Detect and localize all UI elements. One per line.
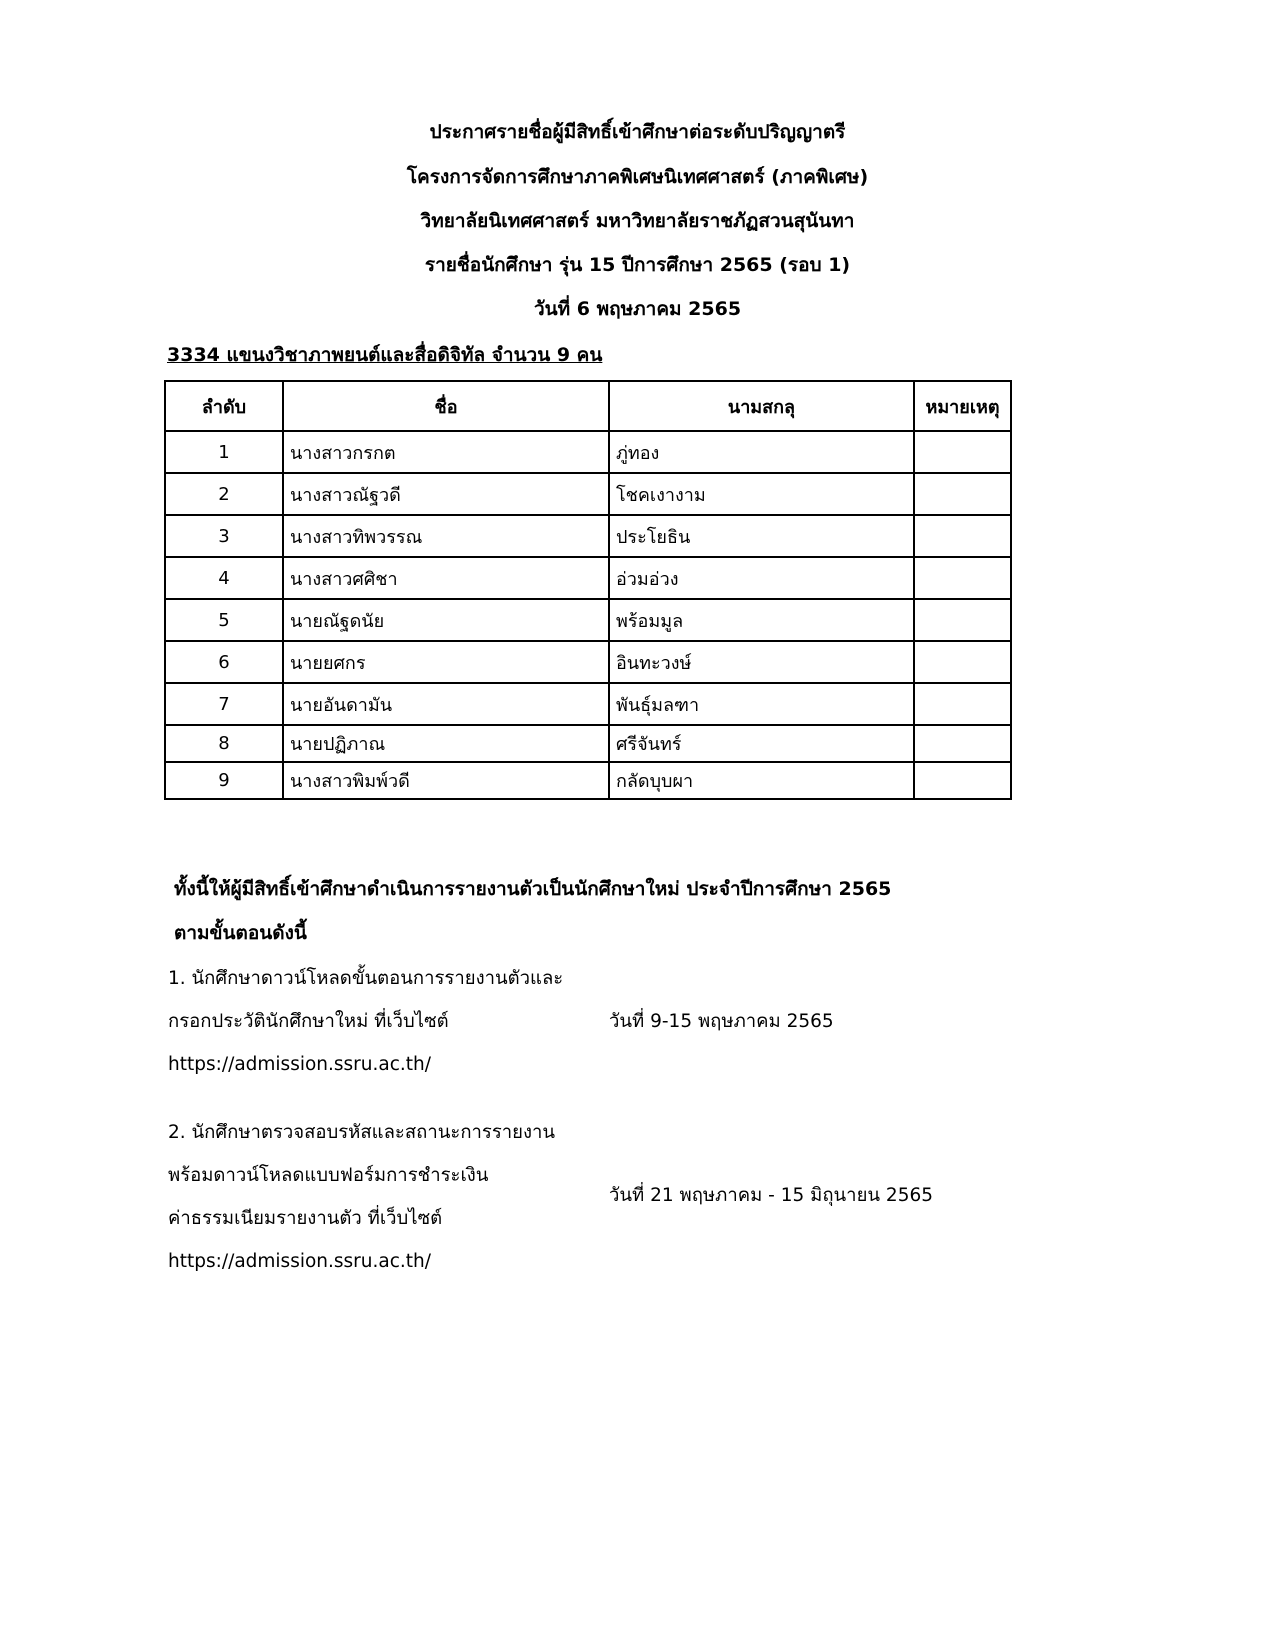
cell-name: นางสาวทิพวรรณ [283,515,609,557]
header-order: ลำดับ [165,381,283,431]
step-1-line-1: 1. นักศึกษาดาวน์โหลดขั้นตอนการรายงานตัวและ [168,968,564,989]
cell-remark [914,473,1011,515]
cell-surname: ศรีจันทร์ [609,725,914,762]
step-2-date: วันที่ 21 พฤษภาคม - 15 มิถุนายน 2565 [609,1185,934,1206]
table-row [165,762,1011,799]
student-table [164,380,1012,800]
table-row [165,641,1011,683]
cell-order: 2 [165,473,283,515]
step-2-line-1: 2. นักศึกษาตรวจสอบรหัสและสถานะการรายงาน [168,1122,556,1143]
table-row [165,599,1011,641]
table-row [165,515,1011,557]
cell-order: 3 [165,515,283,557]
table-header-row [165,381,1011,431]
section-title: 3334 แขนงวิชาภาพยนต์และสื่อดิจิทัล จำนวน 9 คน [167,344,603,366]
cell-surname: โชคเงางาม [609,473,914,515]
cell-name: นางสาวณัฐวดี [283,473,609,515]
cell-name: นายยศกร [283,641,609,683]
cell-order: 5 [165,599,283,641]
table-row [165,557,1011,599]
cell-name: นายปฏิภาณ [283,725,609,762]
cell-remark [914,557,1011,599]
cell-name: นายณัฐดนัย [283,599,609,641]
cell-remark [914,431,1011,473]
cell-surname: อ่วมอ่วง [609,557,914,599]
note-line-2: ตามขั้นตอนดังนี้ [174,922,307,944]
step-2-line-3: ค่าธรรมเนียมรายงานตัว ที่เว็บไซต์ [168,1208,443,1229]
table-row [165,683,1011,725]
table-row [165,725,1011,762]
cell-order: 6 [165,641,283,683]
cell-surname: ภู่ทอง [609,431,914,473]
cell-order: 9 [165,762,283,799]
table-row [165,473,1011,515]
cell-remark [914,683,1011,725]
table-row [165,431,1011,473]
cell-surname: อินทะวงษ์ [609,641,914,683]
cell-surname: พร้อมมูล [609,599,914,641]
cell-surname: ประโยธิน [609,515,914,557]
title-line-5-date: วันที่ 6 พฤษภาคม 2565 [533,298,742,320]
step-2-url: https://admission.ssru.ac.th/ [168,1251,431,1272]
cell-remark [914,515,1011,557]
cell-name: นายอันดามัน [283,683,609,725]
step-1-url: https://admission.ssru.ac.th/ [168,1054,431,1075]
cell-surname: พันธุ์มลฑา [609,683,914,725]
title-line-1: ประกาศรายชื่อผู้มีสิทธิ์เข้าศึกษาต่อระดับปริญญาตรี [429,121,846,143]
title-line-2: โครงการจัดการศึกษาภาคพิเศษนิเทศศาสตร์ (ภาคพิเศษ) [406,166,869,188]
cell-surname: กลัดบุบผา [609,762,914,799]
cell-order: 1 [165,431,283,473]
note-line-1: ทั้งนี้ให้ผู้มีสิทธิ์เข้าศึกษาดำเนินการรายงานตัวเป็นนักศึกษาใหม่ ประจำปีการศึกษา 2565 [174,878,892,900]
cell-remark [914,599,1011,641]
cell-name: นางสาวศศิชา [283,557,609,599]
cell-order: 8 [165,725,283,762]
step-1-date: วันที่ 9-15 พฤษภาคม 2565 [609,1011,834,1032]
header-surname: นามสกลุ [609,381,914,431]
cell-remark [914,641,1011,683]
header-name: ชื่อ [283,381,609,431]
cell-remark [914,762,1011,799]
cell-name: นางสาวพิมพ์วดี [283,762,609,799]
header-remark: หมายเหตุ [914,381,1011,431]
title-line-3: วิทยาลัยนิเทศศาสตร์ มหาวิทยาลัยราชภัฏสวนสุนันทา [420,210,855,232]
cell-order: 7 [165,683,283,725]
step-1-line-2: กรอกประวัตินักศึกษาใหม่ ที่เว็บไซต์ [168,1011,449,1032]
cell-remark [914,725,1011,762]
step-2-line-2: พร้อมดาวน์โหลดแบบฟอร์มการชำระเงิน [168,1165,489,1186]
cell-name: นางสาวกรกต [283,431,609,473]
cell-order: 4 [165,557,283,599]
title-line-4: รายชื่อนักศึกษา รุ่น 15 ปีการศึกษา 2565 (รอบ 1) [424,254,851,276]
